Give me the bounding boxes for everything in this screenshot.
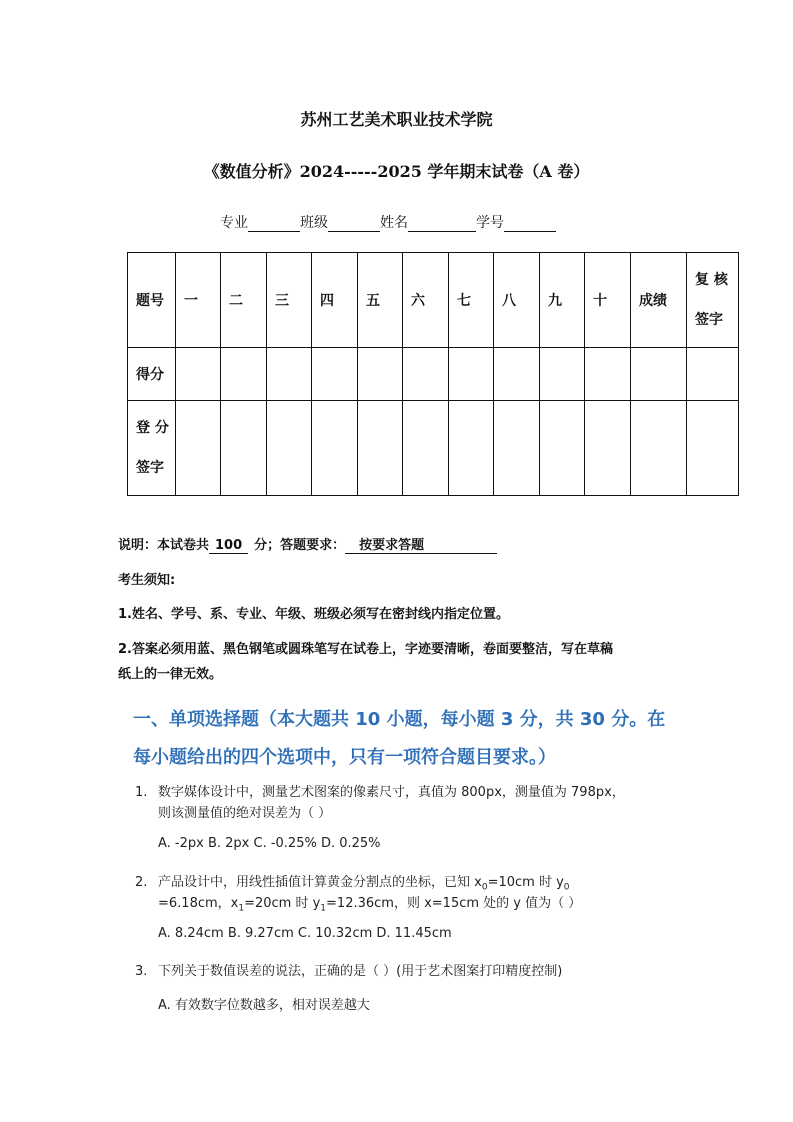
note-prefix: 说明：本试卷共 xyxy=(118,538,210,553)
header-cell: 二 xyxy=(221,253,267,348)
signature-cell[interactable] xyxy=(494,401,540,496)
score-cell[interactable] xyxy=(403,348,449,401)
score-cell[interactable] xyxy=(631,348,687,401)
section-1-heading-line-2: 每小题给出的四个选项中，只有一项符合题目要求。） xyxy=(133,747,556,768)
student-info-fields xyxy=(220,212,556,232)
question-number: 1. xyxy=(135,785,148,800)
header-cell: 五 xyxy=(358,253,403,348)
signature-cell[interactable] xyxy=(221,401,267,496)
signature-cell[interactable] xyxy=(176,401,221,496)
signature-cell[interactable] xyxy=(312,401,358,496)
rule-2-line-2: 纸上的一律无效。 xyxy=(118,667,223,682)
table-row-question-numbers xyxy=(128,253,739,348)
note-mid: 分；答题要求： xyxy=(254,538,346,553)
rule-2-line-1: 2.答案必须用蓝、黑色钢笔或圆珠笔写在试卷上，字迹要清晰，卷面要整洁，写在草稿 xyxy=(118,642,613,657)
subscript: 0 xyxy=(481,882,488,893)
student-id-blank[interactable] xyxy=(504,215,556,232)
notice-title: 考生须知: xyxy=(118,573,176,588)
question-number: 2. xyxy=(135,875,148,890)
question-text-a: 产品设计中，用线性插值计算黄金分割点的坐标，已知 x xyxy=(158,875,482,890)
subscript: 1 xyxy=(238,903,245,914)
question-text-e: =12.36cm，则 x=15cm 处的 y 值为（ ） xyxy=(326,896,582,911)
score-cell[interactable] xyxy=(312,348,358,401)
answer-requirement: 按要求答题 xyxy=(345,534,497,554)
class-blank[interactable] xyxy=(328,215,380,232)
review-line2: 签字 xyxy=(695,312,723,328)
grader-line1: 登 分 xyxy=(136,420,169,436)
header-cell: 六 xyxy=(403,253,449,348)
major-label: 专业 xyxy=(220,215,248,231)
grader-line2: 签字 xyxy=(136,460,164,476)
grader-row-label xyxy=(128,401,176,496)
question-text-d: =20cm 时 y xyxy=(244,896,321,911)
header-cell: 十 xyxy=(585,253,631,348)
review-signature-header xyxy=(687,253,739,348)
exam-note xyxy=(118,534,497,554)
total-score: 100 xyxy=(209,538,248,554)
score-cell[interactable] xyxy=(687,348,739,401)
signature-cell[interactable] xyxy=(631,401,687,496)
table-row-scores xyxy=(128,348,739,401)
question-2-options: A. 8.24cm B. 9.27cm C. 10.32cm D. 11.45cm xyxy=(158,926,452,941)
score-cell[interactable] xyxy=(267,348,312,401)
question-2-line-2 xyxy=(158,892,581,914)
header-cell: 成绩 xyxy=(631,253,687,348)
major-blank[interactable] xyxy=(248,215,300,232)
exam-title: 《数值分析》2024-----2025 学年期末试卷（A 卷） xyxy=(203,162,590,181)
signature-cell[interactable] xyxy=(358,401,403,496)
name-blank[interactable] xyxy=(408,215,476,232)
header-cell: 八 xyxy=(494,253,540,348)
signature-cell[interactable] xyxy=(585,401,631,496)
question-text-b: =10cm 时 y xyxy=(487,875,564,890)
question-number: 3. xyxy=(135,964,148,979)
score-cell[interactable] xyxy=(585,348,631,401)
student-id-label: 学号 xyxy=(476,215,504,231)
score-cell[interactable] xyxy=(358,348,403,401)
header-cell: 三 xyxy=(267,253,312,348)
score-cell[interactable] xyxy=(221,348,267,401)
signature-cell[interactable] xyxy=(449,401,494,496)
score-cell[interactable] xyxy=(176,348,221,401)
header-cell: 七 xyxy=(449,253,494,348)
signature-cell[interactable] xyxy=(687,401,739,496)
review-line1: 复 核 xyxy=(695,272,728,288)
header-cell: 题号 xyxy=(128,253,176,348)
subscript: 0 xyxy=(563,882,570,893)
header-cell: 九 xyxy=(540,253,585,348)
question-3-option-a: A. 有效数字位数越多，相对误差越大 xyxy=(158,998,370,1013)
question-text-c: =6.18cm，x xyxy=(158,896,239,911)
score-row-label: 得分 xyxy=(128,348,176,401)
score-cell[interactable] xyxy=(540,348,585,401)
header-cell: 一 xyxy=(176,253,221,348)
score-cell[interactable] xyxy=(494,348,540,401)
signature-cell[interactable] xyxy=(540,401,585,496)
score-table xyxy=(127,252,739,496)
question-1-options: A. -2px B. 2px C. -0.25% D. 0.25% xyxy=(158,836,381,851)
question-text: 数字媒体设计中，测量艺术图案的像素尺寸，真值为 800px，测量值为 798px， xyxy=(158,785,625,800)
question-1 xyxy=(135,781,625,800)
class-label: 班级 xyxy=(300,215,328,231)
table-row-grader-signature xyxy=(128,401,739,496)
header-cell: 四 xyxy=(312,253,358,348)
question-text: 下列关于数值误差的说法，正确的是（ ）(用于艺术图案打印精度控制) xyxy=(158,964,563,979)
rule-1: 1.姓名、学号、系、专业、年级、班级必须写在密封线内指定位置。 xyxy=(118,607,509,622)
section-1-heading-line-1: 一、单项选择题（本大题共 10 小题，每小题 3 分，共 30 分。在 xyxy=(133,709,666,730)
score-cell[interactable] xyxy=(449,348,494,401)
question-1-line-2: 则该测量值的绝对误差为（ ） xyxy=(158,806,332,821)
name-label: 姓名 xyxy=(380,215,408,231)
signature-cell[interactable] xyxy=(403,401,449,496)
school-name: 苏州工艺美术职业技术学院 xyxy=(300,110,493,129)
question-2 xyxy=(135,871,570,893)
subscript: 1 xyxy=(320,903,327,914)
signature-cell[interactable] xyxy=(267,401,312,496)
question-3 xyxy=(135,960,562,979)
